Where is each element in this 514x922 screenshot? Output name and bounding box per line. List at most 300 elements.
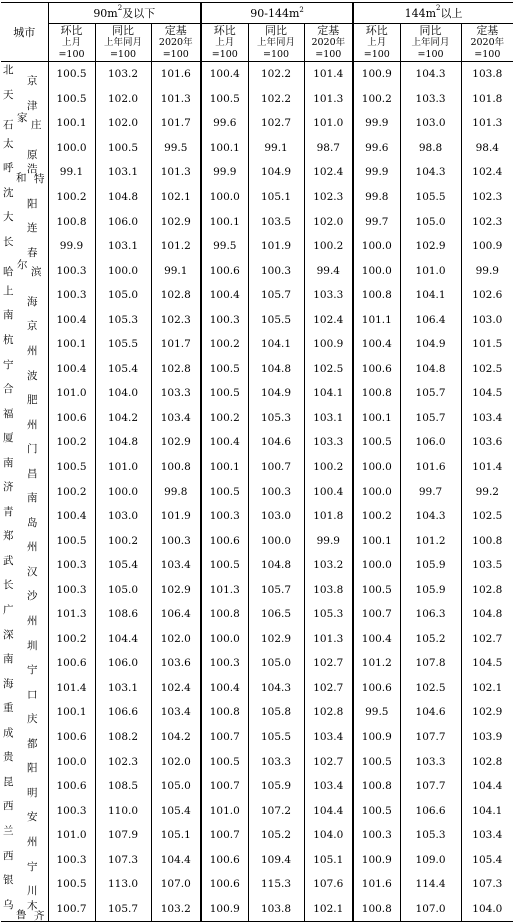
value-cell: 104.9 [248, 381, 304, 406]
subheader-top: 定基 [461, 24, 513, 38]
subheader-top: 同比 [248, 24, 304, 38]
subheader-top: 定基 [304, 24, 353, 38]
table-row [1, 872, 513, 897]
value-cell: 106.0 [95, 209, 151, 234]
value-cell: 102.3 [151, 307, 201, 332]
table-row [1, 258, 513, 283]
value-cell: 103.8 [248, 897, 304, 922]
value-cell: 100.7 [201, 725, 248, 750]
subheader-top: 定基 [151, 24, 201, 38]
table-row [1, 504, 513, 529]
table-row [1, 627, 513, 652]
value-cell: 100.6 [48, 774, 95, 799]
value-cell: 99.5 [151, 136, 201, 161]
table-row [1, 602, 513, 627]
value-cell: 99.1 [248, 136, 304, 161]
value-cell: 101.9 [151, 504, 201, 529]
value-cell: 104.9 [248, 160, 304, 185]
value-cell: 104.8 [95, 185, 151, 210]
value-cell: 99.5 [201, 234, 248, 259]
value-cell: 100.5 [48, 87, 95, 112]
value-cell: 101.2 [151, 234, 201, 259]
value-cell: 100.0 [201, 185, 248, 210]
value-cell: 100.3 [201, 307, 248, 332]
value-cell: 105.5 [248, 307, 304, 332]
value-cell: 98.7 [304, 136, 353, 161]
value-cell: 98.8 [400, 136, 461, 161]
value-cell: 105.2 [248, 823, 304, 848]
value-cell: 100.3 [48, 848, 95, 873]
value-cell: 101.7 [151, 332, 201, 357]
value-cell: 100.1 [48, 332, 95, 357]
value-cell: 100.6 [48, 406, 95, 431]
value-cell: 100.6 [353, 676, 400, 701]
value-cell: 103.1 [95, 234, 151, 259]
value-cell: 100.4 [48, 357, 95, 382]
value-cell: 105.1 [304, 848, 353, 873]
value-cell: 102.3 [95, 749, 151, 774]
value-cell: 101.0 [304, 111, 353, 136]
value-cell: 102.0 [95, 111, 151, 136]
subheader-top: 环比 [48, 24, 95, 38]
value-cell: 100.8 [353, 897, 400, 922]
value-cell: 100.8 [461, 528, 513, 553]
value-cell: 115.3 [248, 872, 304, 897]
value-cell: 106.3 [400, 602, 461, 627]
value-cell: 100.2 [201, 332, 248, 357]
table-row [1, 577, 513, 602]
value-cell: 100.5 [201, 87, 248, 112]
value-cell: 103.0 [461, 307, 513, 332]
table-header [1, 3, 513, 62]
value-cell: 103.5 [461, 553, 513, 578]
table-row [1, 676, 513, 701]
city-cell: 青 岛 [3, 505, 38, 529]
value-cell: 107.9 [95, 823, 151, 848]
value-cell: 100.8 [353, 381, 400, 406]
value-cell: 100.4 [48, 504, 95, 529]
subheader-bottom: 上月 =100 [353, 37, 400, 62]
value-cell: 100.3 [248, 258, 304, 283]
value-cell: 104.1 [304, 381, 353, 406]
value-cell: 100.4 [201, 62, 248, 87]
value-cell: 100.8 [201, 700, 248, 725]
value-cell: 102.1 [304, 897, 353, 922]
value-cell: 109.4 [248, 848, 304, 873]
value-cell: 102.9 [151, 430, 201, 455]
city-cell: 厦 门 [3, 432, 38, 455]
subheader-bottom: 2020年 =100 [461, 37, 513, 62]
value-cell: 107.0 [400, 897, 461, 922]
value-cell: 102.7 [248, 111, 304, 136]
city-cell: 乌 鲁 木 齐 [1, 897, 48, 922]
value-cell: 110.0 [95, 798, 151, 823]
value-cell: 105.0 [95, 283, 151, 308]
value-cell: 99.9 [353, 160, 400, 185]
table-row [1, 848, 513, 873]
value-cell: 103.0 [400, 111, 461, 136]
value-cell: 101.3 [304, 627, 353, 652]
value-cell: 101.3 [461, 111, 513, 136]
table-row [1, 749, 513, 774]
value-cell: 100.1 [201, 136, 248, 161]
value-cell: 101.2 [353, 651, 400, 676]
value-cell: 103.3 [400, 87, 461, 112]
value-cell: 105.7 [95, 897, 151, 922]
value-cell: 102.5 [304, 357, 353, 382]
value-cell: 102.3 [461, 209, 513, 234]
table-row [1, 651, 513, 676]
table-row [1, 62, 513, 87]
value-cell: 100.2 [48, 430, 95, 455]
value-cell: 100.6 [201, 258, 248, 283]
value-cell: 100.3 [48, 283, 95, 308]
table-row [1, 283, 513, 308]
value-cell: 100.5 [48, 528, 95, 553]
value-cell: 99.6 [353, 136, 400, 161]
value-cell: 107.3 [95, 848, 151, 873]
value-cell: 100.2 [353, 504, 400, 529]
value-cell: 100.1 [201, 455, 248, 480]
value-cell: 100.5 [201, 749, 248, 774]
value-cell: 99.7 [400, 479, 461, 504]
value-cell: 104.3 [400, 504, 461, 529]
city-cell: 宁 波 [3, 358, 38, 382]
value-cell: 100.5 [48, 62, 95, 87]
value-cell: 100.7 [201, 774, 248, 799]
city-cell: 武 汉 [3, 554, 38, 578]
table-row [1, 307, 513, 332]
subheader-bottom: 2020年 =100 [304, 37, 353, 62]
value-cell: 100.7 [353, 602, 400, 627]
value-cell: 101.3 [151, 87, 201, 112]
value-cell: 105.5 [95, 332, 151, 357]
value-cell: 105.0 [151, 774, 201, 799]
value-cell: 99.9 [461, 258, 513, 283]
city-cell: 石 家 庄 [3, 112, 42, 132]
value-cell: 103.4 [151, 553, 201, 578]
value-cell: 101.2 [400, 528, 461, 553]
table-row [1, 528, 513, 553]
value-cell: 105.0 [248, 651, 304, 676]
value-cell: 105.4 [95, 357, 151, 382]
table-row [1, 798, 513, 823]
value-cell: 100.2 [353, 87, 400, 112]
value-cell: 101.6 [400, 455, 461, 480]
value-cell: 100.2 [201, 406, 248, 431]
value-cell: 102.7 [461, 627, 513, 652]
value-cell: 100.0 [48, 749, 95, 774]
value-cell: 102.3 [461, 185, 513, 210]
city-cell: 上 海 [3, 284, 38, 308]
value-cell: 101.9 [248, 234, 304, 259]
value-cell: 99.8 [151, 479, 201, 504]
value-cell: 103.4 [461, 406, 513, 431]
value-cell: 101.4 [461, 455, 513, 480]
subheader-top: 同比 [400, 24, 461, 38]
value-cell: 102.1 [151, 185, 201, 210]
city-cell: 杭 州 [3, 334, 38, 357]
value-cell: 103.4 [304, 725, 353, 750]
value-cell: 100.9 [353, 725, 400, 750]
value-cell: 99.1 [151, 258, 201, 283]
value-cell: 104.8 [248, 357, 304, 382]
value-cell: 100.5 [353, 798, 400, 823]
value-cell: 102.8 [151, 283, 201, 308]
value-cell: 101.3 [304, 87, 353, 112]
value-cell: 106.5 [248, 602, 304, 627]
value-cell: 101.0 [95, 455, 151, 480]
value-cell: 100.9 [304, 332, 353, 357]
value-cell: 100.3 [48, 577, 95, 602]
group-header-small: $90m^2$及以下 [48, 3, 201, 24]
subheader-bottom: 上月 =100 [201, 37, 248, 62]
value-cell: 102.4 [461, 160, 513, 185]
value-cell: 99.8 [353, 185, 400, 210]
value-cell: 100.6 [201, 872, 248, 897]
value-cell: 103.1 [304, 406, 353, 431]
city-cell: 深 圳 [3, 628, 38, 652]
value-cell: 99.6 [201, 111, 248, 136]
value-cell: 103.5 [248, 209, 304, 234]
subheader-top: 同比 [95, 24, 151, 38]
value-cell: 100.7 [248, 455, 304, 480]
value-cell: 104.3 [400, 62, 461, 87]
value-cell: 102.2 [248, 62, 304, 87]
subheader-row-bottom [1, 37, 513, 62]
value-cell: 102.9 [151, 577, 201, 602]
value-cell: 102.8 [461, 577, 513, 602]
value-cell: 103.4 [151, 700, 201, 725]
value-cell: 105.0 [95, 577, 151, 602]
value-cell: 103.3 [304, 283, 353, 308]
value-cell: 103.3 [248, 749, 304, 774]
value-cell: 99.2 [461, 479, 513, 504]
value-cell: 101.1 [353, 307, 400, 332]
value-cell: 106.6 [95, 700, 151, 725]
table-row [1, 479, 513, 504]
value-cell: 100.1 [353, 528, 400, 553]
value-cell: 104.6 [400, 700, 461, 725]
value-cell: 102.9 [400, 234, 461, 259]
value-cell: 100.5 [201, 553, 248, 578]
value-cell: 102.1 [461, 676, 513, 701]
value-cell: 100.3 [48, 258, 95, 283]
value-cell: 100.1 [48, 700, 95, 725]
table-row [1, 160, 513, 185]
table-row [1, 430, 513, 455]
value-cell: 100.2 [304, 234, 353, 259]
value-cell: 106.0 [95, 651, 151, 676]
value-cell: 104.2 [151, 725, 201, 750]
city-cell: 贵 阳 [3, 751, 38, 774]
value-cell: 103.2 [95, 62, 151, 87]
value-cell: 100.6 [201, 528, 248, 553]
subheader-bottom: 上年同月 =100 [95, 37, 151, 62]
value-cell: 100.4 [304, 479, 353, 504]
value-cell: 104.0 [95, 381, 151, 406]
value-cell: 100.9 [201, 897, 248, 922]
city-cell: 郑 州 [3, 530, 38, 553]
value-cell: 101.8 [304, 504, 353, 529]
value-cell: 102.9 [461, 700, 513, 725]
value-cell: 100.3 [48, 798, 95, 823]
value-cell: 100.4 [353, 627, 400, 652]
value-cell: 101.3 [151, 160, 201, 185]
value-cell: 100.5 [201, 381, 248, 406]
value-cell: 105.3 [304, 602, 353, 627]
value-cell: 104.8 [461, 602, 513, 627]
city-cell: 成 都 [3, 726, 38, 750]
value-cell: 100.2 [48, 185, 95, 210]
value-cell: 100.0 [353, 455, 400, 480]
value-cell: 103.4 [151, 406, 201, 431]
value-cell: 100.2 [304, 455, 353, 480]
value-cell: 103.8 [304, 577, 353, 602]
value-cell: 104.5 [461, 381, 513, 406]
value-cell: 100.8 [201, 602, 248, 627]
value-cell: 102.0 [95, 87, 151, 112]
value-cell: 102.3 [304, 185, 353, 210]
value-cell: 100.5 [353, 577, 400, 602]
value-cell: 105.5 [400, 185, 461, 210]
value-cell: 100.0 [353, 479, 400, 504]
city-cell: 南 京 [3, 309, 38, 333]
value-cell: 102.9 [248, 627, 304, 652]
value-cell: 104.4 [461, 774, 513, 799]
value-cell: 100.7 [48, 897, 95, 922]
value-cell: 107.7 [400, 774, 461, 799]
value-cell: 100.2 [48, 627, 95, 652]
value-cell: 100.5 [95, 136, 151, 161]
value-cell: 102.5 [461, 504, 513, 529]
price-index-table [1, 2, 513, 922]
value-cell: 100.8 [353, 283, 400, 308]
value-cell: 103.3 [304, 430, 353, 455]
value-cell: 104.1 [461, 798, 513, 823]
value-cell: 100.0 [353, 553, 400, 578]
value-cell: 106.4 [400, 307, 461, 332]
value-cell: 100.4 [201, 676, 248, 701]
value-cell: 100.9 [461, 234, 513, 259]
value-cell: 99.9 [48, 234, 95, 259]
value-cell: 100.9 [353, 62, 400, 87]
table-row [1, 136, 513, 161]
value-cell: 102.4 [304, 160, 353, 185]
value-cell: 100.1 [353, 406, 400, 431]
value-cell: 104.9 [400, 332, 461, 357]
value-cell: 101.3 [201, 577, 248, 602]
value-cell: 101.4 [48, 676, 95, 701]
subheader-bottom: 2020年 =100 [151, 37, 201, 62]
value-cell: 105.3 [248, 406, 304, 431]
value-cell: 100.4 [201, 430, 248, 455]
value-cell: 106.4 [151, 602, 201, 627]
value-cell: 103.2 [151, 897, 201, 922]
city-cell: 南 昌 [3, 456, 38, 480]
value-cell: 104.4 [304, 798, 353, 823]
value-cell: 103.6 [151, 651, 201, 676]
value-cell: 100.2 [48, 479, 95, 504]
value-cell: 104.0 [304, 823, 353, 848]
value-cell: 105.4 [151, 798, 201, 823]
value-cell: 102.8 [304, 700, 353, 725]
value-cell: 100.0 [353, 234, 400, 259]
value-cell: 99.5 [353, 700, 400, 725]
value-cell: 99.4 [304, 258, 353, 283]
value-cell: 102.9 [151, 209, 201, 234]
value-cell: 101.0 [201, 798, 248, 823]
value-cell: 105.0 [400, 209, 461, 234]
value-cell: 101.6 [151, 62, 201, 87]
value-cell: 98.4 [461, 136, 513, 161]
value-cell: 101.7 [151, 111, 201, 136]
value-cell: 100.5 [353, 749, 400, 774]
table-row [1, 357, 513, 382]
value-cell: 100.3 [151, 528, 201, 553]
value-cell: 104.0 [461, 897, 513, 922]
city-cell: 天 津 [3, 88, 38, 112]
value-cell: 100.3 [353, 823, 400, 848]
value-cell: 105.1 [151, 823, 201, 848]
city-cell: 昆 明 [3, 775, 38, 799]
city-cell: 海 口 [3, 677, 38, 701]
value-cell: 100.3 [248, 479, 304, 504]
value-cell: 102.2 [248, 87, 304, 112]
group-header-medium: $90-144m^2$ [201, 3, 353, 24]
city-cell: 长 沙 [3, 579, 38, 603]
value-cell: 104.4 [151, 848, 201, 873]
city-cell: 南 宁 [3, 653, 38, 676]
city-cell: 大 连 [3, 211, 38, 234]
value-cell: 100.5 [201, 479, 248, 504]
value-cell: 104.8 [400, 357, 461, 382]
value-cell: 102.0 [151, 627, 201, 652]
value-cell: 104.6 [248, 430, 304, 455]
city-cell: 沈 阳 [3, 186, 38, 210]
value-cell: 100.0 [248, 528, 304, 553]
value-cell: 105.9 [248, 774, 304, 799]
value-cell: 104.4 [95, 627, 151, 652]
value-cell: 105.1 [248, 185, 304, 210]
value-cell: 100.0 [95, 479, 151, 504]
value-cell: 100.5 [353, 430, 400, 455]
value-cell: 100.4 [201, 283, 248, 308]
table-row [1, 774, 513, 799]
value-cell: 99.9 [304, 528, 353, 553]
value-cell: 103.0 [248, 504, 304, 529]
value-cell: 101.4 [304, 62, 353, 87]
value-cell: 105.9 [400, 577, 461, 602]
value-cell: 99.9 [201, 160, 248, 185]
value-cell: 107.3 [461, 872, 513, 897]
value-cell: 100.6 [48, 651, 95, 676]
value-cell: 105.3 [400, 823, 461, 848]
city-cell: 福 州 [3, 407, 38, 431]
city-cell: 西 宁 [3, 849, 38, 873]
table-row [1, 185, 513, 210]
value-cell: 106.0 [400, 430, 461, 455]
city-cell: 银 川 [3, 874, 38, 897]
value-cell: 103.6 [461, 430, 513, 455]
value-cell: 99.7 [353, 209, 400, 234]
value-cell: 114.4 [400, 872, 461, 897]
value-cell: 104.8 [248, 553, 304, 578]
subheader-row-top [1, 24, 513, 38]
value-cell: 102.0 [151, 749, 201, 774]
city-cell: 太 原 [3, 137, 38, 161]
table-row [1, 700, 513, 725]
